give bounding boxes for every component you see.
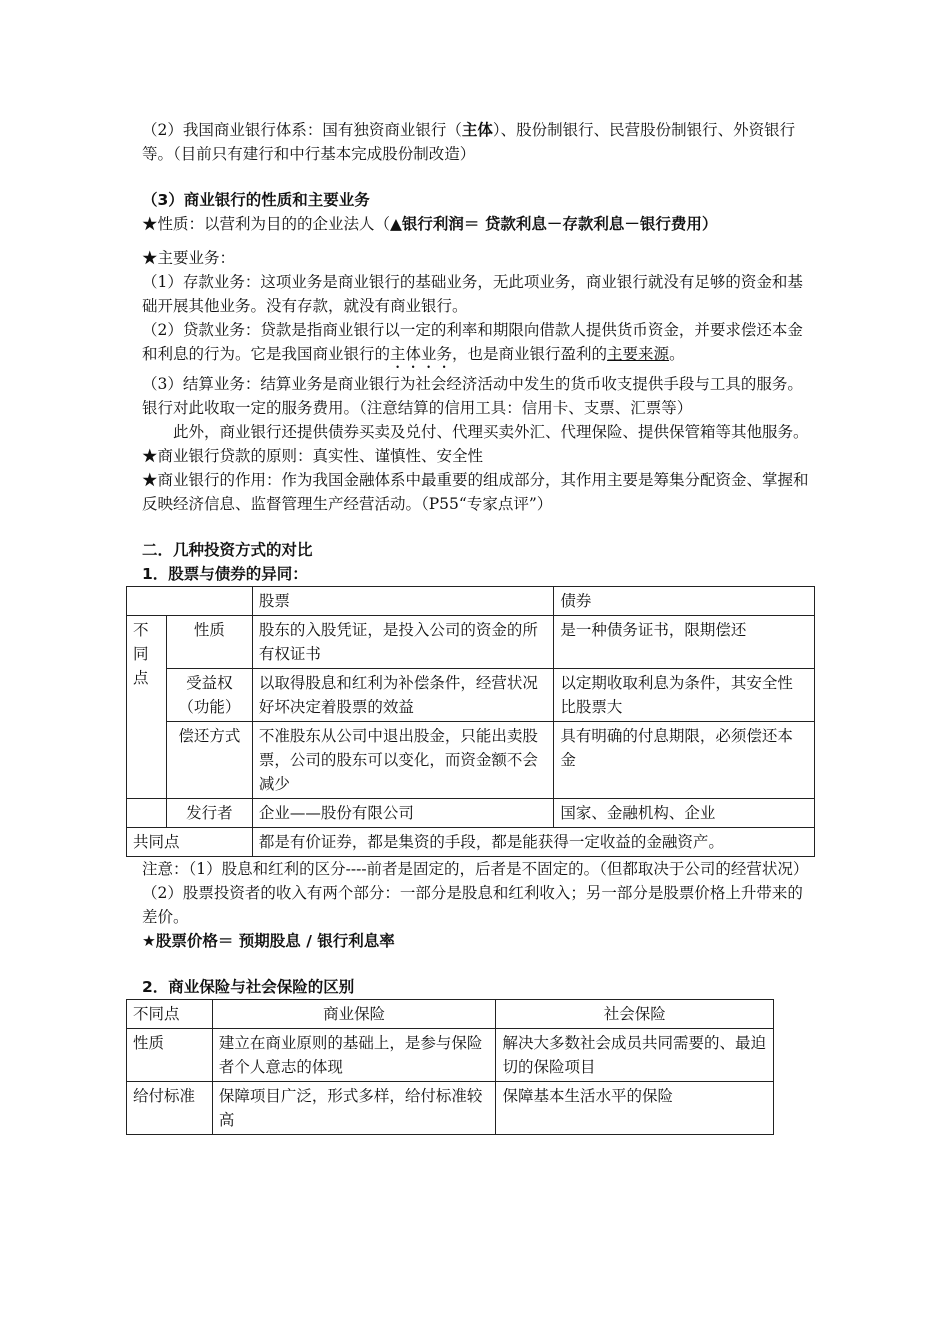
document-page: [133, 118, 812, 1135]
main-business-title: ★主要业务：: [142, 249, 236, 267]
note-1: 注意：（1）股息和红利的区分----前者是固定的，后者是不固定的。（但都取决于公司的经营状况）: [142, 860, 809, 878]
bank-role: ★商业银行的作用：作为我国金融体系中最重要的组成部分，其作用主要是筹集分配资金、掌握和反映经济信息、监督管理生产经营活动。（P55“专家点评”）: [142, 471, 809, 513]
header-bond: 债券: [554, 587, 815, 616]
section-heading-nature: （3）商业银行的性质和主要业务: [142, 191, 370, 209]
table-row: 发行者 企业——股份有限公司 国家、金融机构、企业: [127, 799, 815, 828]
banking-system-paragraph: （2）我国商业银行体系：国有独资商业银行（主体）、股份制银行、民营股份制银行、外资银行等。（目前只有建行和中行基本完成股份制改造）: [142, 121, 796, 163]
table-row: 受益权（功能） 以取得股息和红利为补偿条件，经营状况好坏决定着股票的效益 以定期收取利息为条件，其安全性比股票大: [127, 669, 815, 722]
stock-bond-heading: 1．股票与债券的异同：: [142, 565, 308, 583]
insurance-table: [126, 999, 774, 1135]
loan-principles: ★商业银行贷款的原则：真实性、谨慎性、安全性: [142, 447, 484, 465]
diff-label: 不同点: [127, 616, 167, 799]
settlement-business: （3）结算业务：结算业务是商业银行为社会经济活动中发生的货币收支提供手段与工具的服务。银行对此收取一定的服务费用。（注意结算的信用工具：信用卡、支票、汇票等）: [142, 375, 803, 417]
loan-business: （2）贷款业务：贷款是指商业银行以一定的利率和期限向借款人提供货币资金，并要求偿还本金和利息的行为。它是我国商业银行的主体业务，也是商业银行盈利的主要来源。: [142, 321, 803, 363]
table-row: 给付标准 保障项目广泛，形式多样，给付标准较高 保障基本生活水平的保险: [127, 1082, 774, 1135]
common-label: 共同点: [127, 828, 253, 857]
table-row: 性质 建立在商业原则的基础上，是参与保险者个人意志的体现 解决大多数社会成员共同需要的、最迫切的保险项目: [127, 1029, 774, 1082]
deposit-business: （1）存款业务：这项业务是商业银行的基础业务，无此项业务，商业银行就没有足够的资金和基础开展其他业务。没有存款，就没有商业银行。: [142, 273, 803, 315]
stock-bond-table: [126, 586, 815, 857]
header-stock: 股票: [252, 587, 554, 616]
table-row: [127, 828, 815, 857]
table-row: 不同点 性质 股东的入股凭证，是投入公司的资金的所有权证书 是一种债务证书，限期偿还: [127, 616, 815, 669]
table-row: 偿还方式 不准股东从公司中退出股金，只能出卖股票，公司的股东可以变化，而资金额不会减少 具有明确的付息期限，必须偿还本金: [127, 722, 815, 799]
other-services: 此外，商业银行还提供债券买卖及兑付、代理买卖外汇、代理保险、提供保管箱等其他服务。: [173, 423, 809, 441]
common-text: 都是有价证券，都是集资的手段，都是能获得一定收益的金融资产。: [252, 828, 814, 857]
table-row: [127, 587, 815, 616]
table-row: 不同点 商业保险 社会保险: [127, 1000, 774, 1029]
section-two-heading: 二．几种投资方式的对比: [142, 541, 313, 559]
nature-line: ★性质：以营利为目的的企业法人（▲银行利润＝ 贷款利息－存款利息－银行费用）: [142, 215, 718, 233]
stock-price-formula: ★股票价格＝ 预期股息 / 银行利息率: [142, 932, 395, 950]
note-2: （2）股票投资者的收入有两个部分：一部分是股息和红利收入；另一部分是股票价格上升带来的差价。: [142, 884, 803, 926]
insurance-heading: 2．商业保险与社会保险的区别: [142, 978, 355, 996]
